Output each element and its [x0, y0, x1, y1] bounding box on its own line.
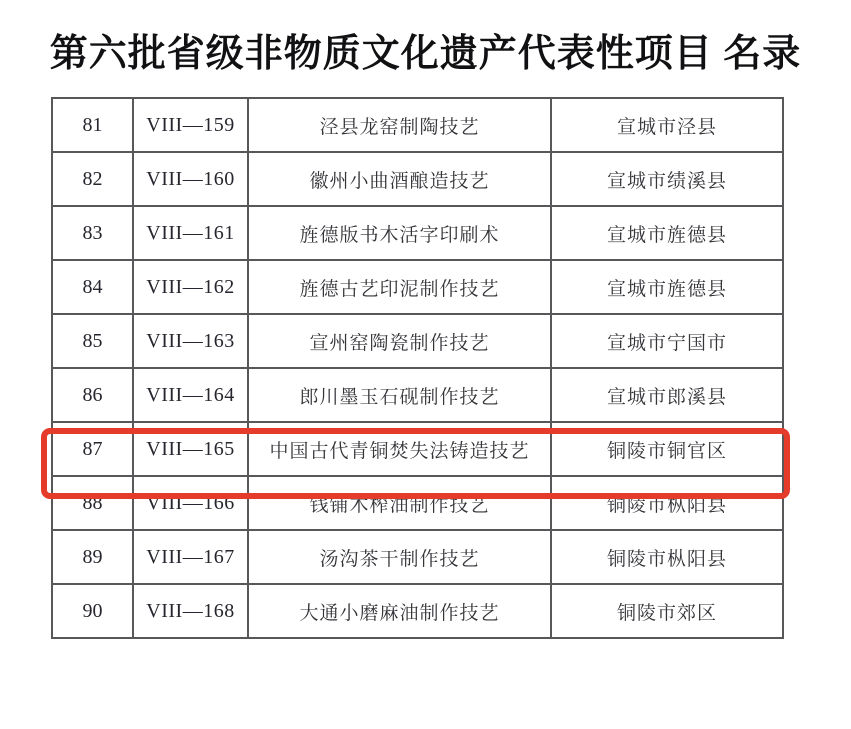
cell-number: 84	[52, 260, 133, 314]
cell-number: 86	[52, 368, 133, 422]
cell-number: 87	[52, 422, 133, 476]
cell-project: 旌德版书木活字印刷术	[248, 206, 551, 260]
table-row	[52, 152, 783, 206]
cell-region: 宣城市旌德县	[551, 206, 783, 260]
cell-number: 85	[52, 314, 133, 368]
cell-region: 铜陵市铜官区	[551, 422, 783, 476]
cell-code: VIII—160	[133, 152, 248, 206]
heritage-table	[51, 97, 784, 639]
table-row	[52, 314, 783, 368]
cell-number: 88	[52, 476, 133, 530]
cell-project: 徽州小曲酒酿造技艺	[248, 152, 551, 206]
table-row	[52, 206, 783, 260]
cell-code: VIII—162	[133, 260, 248, 314]
table-row	[52, 260, 783, 314]
cell-project: 中国古代青铜焚失法铸造技艺	[248, 422, 551, 476]
cell-project: 大通小磨麻油制作技艺	[248, 584, 551, 638]
cell-region: 铜陵市枞阳县	[551, 530, 783, 584]
cell-code: VIII—167	[133, 530, 248, 584]
cell-number: 90	[52, 584, 133, 638]
cell-region: 铜陵市郊区	[551, 584, 783, 638]
cell-project: 旌德古艺印泥制作技艺	[248, 260, 551, 314]
cell-code: VIII—168	[133, 584, 248, 638]
cell-project: 宣州窑陶瓷制作技艺	[248, 314, 551, 368]
heritage-table-container	[51, 97, 782, 657]
cell-project: 郎川墨玉石砚制作技艺	[248, 368, 551, 422]
table-row	[52, 98, 783, 152]
cell-number: 89	[52, 530, 133, 584]
cell-region: 宣城市旌德县	[551, 260, 783, 314]
cell-code: VIII—163	[133, 314, 248, 368]
table-row	[52, 530, 783, 584]
cell-project: 汤沟茶干制作技艺	[248, 530, 551, 584]
table-row	[52, 584, 783, 638]
document-title: 第六批省级非物质文化遗产代表性项目 名录	[49, 33, 802, 75]
cell-code: VIII—165	[133, 422, 248, 476]
cell-number: 81	[52, 98, 133, 152]
cell-region: 铜陵市枞阳县	[551, 476, 783, 530]
cell-region: 宣城市宁国市	[551, 314, 783, 368]
cell-number: 82	[52, 152, 133, 206]
cell-project: 泾县龙窑制陶技艺	[248, 98, 551, 152]
cell-number: 83	[52, 206, 133, 260]
cell-region: 宣城市绩溪县	[551, 152, 783, 206]
cell-code: VIII—164	[133, 368, 248, 422]
cell-code: VIII—161	[133, 206, 248, 260]
cell-region: 宣城市泾县	[551, 98, 783, 152]
cell-region: 宣城市郎溪县	[551, 368, 783, 422]
cell-code: VIII—159	[133, 98, 248, 152]
table-row-highlighted	[52, 422, 783, 476]
table-row	[52, 476, 783, 530]
table-row	[52, 368, 783, 422]
cell-project: 钱铺木榨油制作技艺	[248, 476, 551, 530]
cell-code: VIII—166	[133, 476, 248, 530]
